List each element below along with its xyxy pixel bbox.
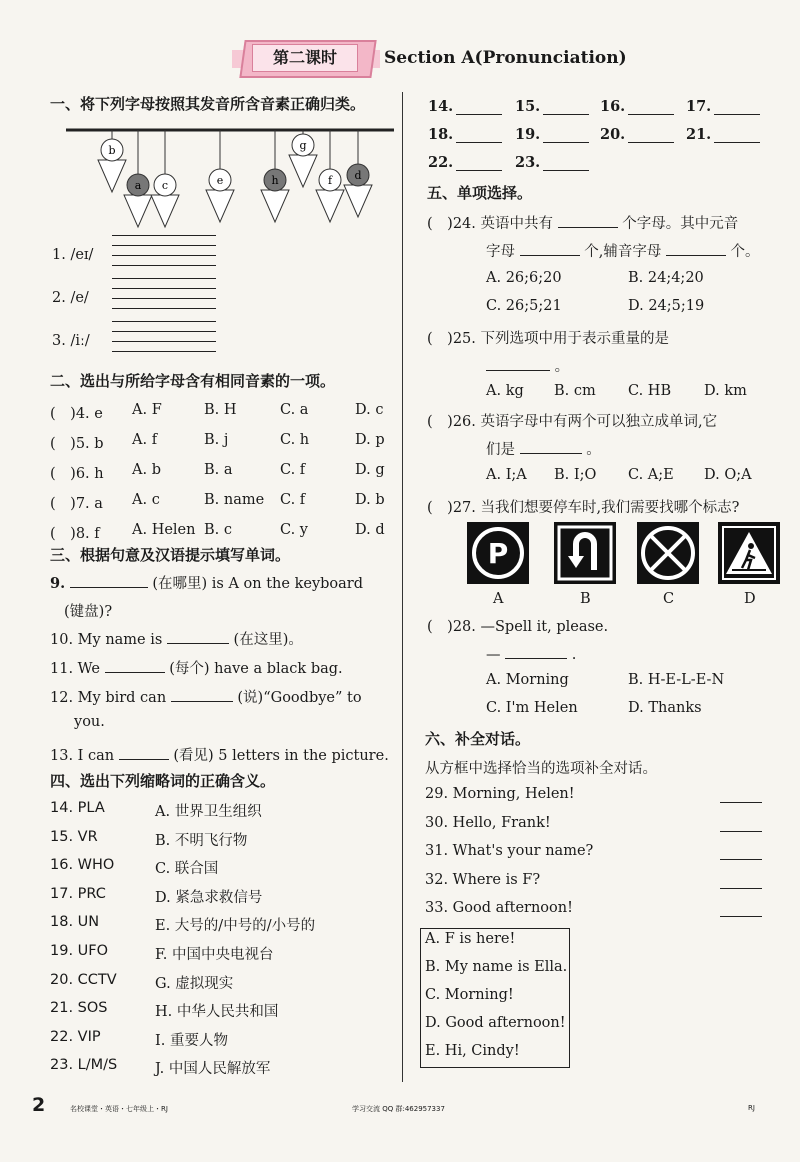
book-info: 名校课堂・英语・七年级上・RJ [70,1105,168,1113]
dialogue-answer-blank[interactable] [720,888,762,889]
abbreviation-answer-blank[interactable] [543,170,589,171]
no-stopping-sign[interactable] [637,522,699,584]
question-12: 12. My bird can (说)“Goodbye” to [50,686,362,707]
sound-item-3: 3. /iː/ [52,333,90,349]
column-divider [402,92,403,1082]
matching-option-c: C. y [280,522,308,538]
answer-blank-9[interactable] [70,573,148,588]
q24-option-d: D. 24;5;19 [628,298,705,314]
matching-question[interactable]: ( )4. e [50,406,103,422]
answer-blank-26[interactable] [520,439,582,454]
dialogue-answer-blank[interactable] [720,831,762,832]
matching-option-a: A. Helen [132,522,196,538]
qq-group: 学习交流 QQ 群:462957337 [352,1105,445,1113]
question-26: ( )26. 英语字母中有两个可以独立成单词,它 [427,414,718,430]
abbreviation-answer-blank[interactable] [714,114,760,115]
ice-cream-cone-e [206,130,234,222]
abbreviation-answer-blank[interactable] [456,170,502,171]
ice-cream-cone-f [316,130,344,222]
abbreviation: 14. PLA [50,800,105,816]
sound-answer-line[interactable] [112,245,216,246]
question-9: 9. (在哪里) is A on the keyboard [50,575,364,592]
ice-cream-cone-c [151,130,179,227]
dialogue-option: B. My name is Ella. [425,959,568,975]
cone-letter: b [108,144,116,157]
dialogue-option: A. F is here! [425,931,516,947]
dialogue-line: 29. Morning, Helen! [425,786,575,802]
part1-title: 一、将下列字母按照其发音所含音素正确归类。 [50,95,366,113]
answer-blank-24c[interactable] [666,241,726,256]
dialogue-line: 33. Good afternoon! [425,900,573,917]
answer-blank-11[interactable] [105,658,165,673]
matching-question[interactable]: ( )8. f [50,526,100,542]
sound-answer-line[interactable] [112,298,216,299]
question-27: ( )27. 当我们想要停车时,我们需要找哪个标志? [427,500,740,516]
abbreviation-meaning: G. 虚拟现实 [155,975,234,992]
abbreviation: 22. VIP [50,1028,101,1045]
abbreviation: 19. UFO [50,943,109,959]
abbreviation-meaning: E. 大号的/中号的/小号的 [155,918,316,935]
ice-cream-cone-d [344,130,372,217]
abbreviation-answer-blank[interactable] [543,142,589,143]
matching-option-b: B. name [204,492,265,508]
question-24-cont: 字母 个,辅音字母 个。 [486,240,760,261]
matching-option-a: A. f [132,432,158,448]
question-24: ( )24. 英语中共有 个字母。其中元音 [427,212,738,233]
answer-blank-24b[interactable] [520,241,580,256]
abbreviation-answer-number: 23. [515,154,541,171]
q25-option-c: C. HB [628,383,672,399]
abbreviation-meaning: F. 中国中央电视台 [155,947,274,963]
question-28-cont: — . [486,644,576,663]
matching-option-d: D. g [355,462,385,478]
matching-option-d: D. c [355,402,384,418]
cone-letter: c [161,179,169,192]
q25-option-d: D. km [704,383,747,399]
answer-blank-12[interactable] [171,687,233,702]
matching-question[interactable]: ( )6. h [50,466,104,482]
cone-letter: g [299,139,307,152]
part3-title: 三、根据句意及汉语提示填写单词。 [50,546,291,564]
answer-blank-28[interactable] [505,644,567,659]
abbreviation-answer-number: 20. [600,126,626,143]
question-28: ( )28. —Spell it, please. [427,619,609,635]
sound-answer-line[interactable] [112,255,216,256]
matching-option-b: B. a [204,462,233,478]
page-number: 2 [32,1094,46,1116]
abbreviation-answer-number: 21. [686,126,712,143]
abbreviation-answer-number: 17. [686,98,712,115]
q28-option-d: D. Thanks [628,700,702,716]
cone-letter: a [134,179,142,192]
abbreviation-meaning: H. 中华人民共和国 [155,1004,279,1021]
q26-option-a: A. I;A [486,467,527,483]
matching-option-a: A. F [132,402,162,418]
ice-cream-cone-a [124,130,152,227]
dialogue-answer-blank[interactable] [720,916,762,917]
pedestrian-crossing-sign[interactable] [718,522,780,584]
dialogue-line: 30. Hello, Frank! [425,814,551,831]
sound-answer-line[interactable] [112,331,216,332]
dialogue-line: 31. What's your name? [425,843,594,860]
abbreviation: 15. VR [50,828,98,845]
cone-letter: e [216,174,224,187]
matching-option-c: C. f [280,492,306,508]
abbreviation-answer-number: 15. [515,98,541,115]
matching-option-b: B. H [204,402,237,418]
sound-answer-line[interactable] [112,351,216,352]
q26-option-d: D. O;A [704,467,752,483]
q25-option-a: A. kg [486,383,524,399]
q24-option-c: C. 26;5;21 [486,298,562,314]
abbreviation: 16. WHO [50,857,115,874]
abbreviation-meaning: B. 不明飞行物 [155,832,248,849]
question-25: ( )25. 下列选项中用于表示重量的是 [427,331,669,347]
abbreviation: 17. PRC [50,885,106,902]
u-turn-sign[interactable] [554,522,616,584]
matching-option-c: C. f [280,462,306,478]
abbreviation-answer-blank[interactable] [628,114,674,115]
ice-cream-cone-b [98,130,126,192]
sound-answer-line[interactable] [112,288,216,289]
abbreviation-answer-blank[interactable] [714,142,760,143]
parking-sign[interactable] [467,522,529,584]
abbreviation-meaning: C. 联合国 [155,861,219,878]
matching-option-c: C. h [280,432,310,448]
abbreviation-answer-blank[interactable] [456,114,502,115]
matching-option-d: D. b [355,492,385,508]
part6-title: 六、补全对话。 [425,730,531,748]
dialogue-option: C. Morning! [425,987,514,1003]
sign-label-a: A [493,591,504,607]
ice-cream-cone-h [261,130,289,222]
abbreviation: 21. SOS [50,1000,108,1017]
abbreviation-answer-blank[interactable] [543,114,589,115]
sound-answer-line[interactable] [112,341,216,342]
sound-answer-line[interactable] [112,321,216,322]
abbreviation-meaning: I. 重要人物 [155,1032,228,1049]
abbreviation-meaning: D. 紧急求救信号 [155,889,263,906]
q24-option-b: B. 24;4;20 [628,270,704,286]
part6-instruction: 从方框中选择恰当的选项补全对话。 [425,761,657,777]
sound-answer-line[interactable] [112,278,216,279]
question-25-cont: 。 [486,355,569,376]
cone-letter: h [271,174,279,187]
sound-item-1: 1. /eɪ/ [52,247,94,263]
question-11: 11. We (每个) have a black bag. [50,657,343,678]
sound-item-2: 2. /e/ [52,290,89,306]
ice-cream-illustration [60,120,400,230]
sound-answer-line[interactable] [112,265,216,266]
abbreviation-answer-number: 14. [428,98,454,115]
q26-option-b: B. I;O [554,467,597,483]
question-9-cont: (键盘)? [64,604,113,620]
abbreviation: 23. L/M/S [50,1057,118,1074]
matching-question[interactable]: ( )7. a [50,496,103,512]
question-12-cont: you. [74,714,105,730]
matching-question[interactable]: ( )5. b [50,436,104,452]
cone-letter: d [354,169,362,182]
abbreviation-answer-blank[interactable] [456,142,502,143]
q28-option-c: C. I'm Helen [486,700,578,716]
answer-blank-10[interactable] [167,629,229,644]
sound-answer-line[interactable] [112,308,216,309]
q25-option-b: B. cm [554,383,596,399]
cone-letter: f [327,174,333,187]
abbreviation: 18. UN [50,914,100,931]
dialogue-answer-blank[interactable] [720,859,762,860]
ice-cream-cone-g [289,130,317,187]
q24-option-a: A. 26;6;20 [486,270,562,286]
abbreviation-answer-blank[interactable] [628,142,674,143]
matching-option-c: C. a [280,402,309,418]
abbreviation-answer-number: 16. [600,98,626,115]
lesson-badge: 第二课时 [252,44,358,72]
dialogue-option: D. Good afternoon! [425,1015,566,1031]
dialogue-line: 32. Where is F? [425,871,541,888]
matching-option-b: B. j [204,432,229,448]
matching-option-d: D. p [355,432,385,448]
abbreviation-meaning: J. 中国人民解放军 [155,1061,271,1078]
sign-label-d: D [744,591,756,607]
question-13: 13. I can (看见) 5 letters in the picture. [50,744,389,765]
matching-option-a: A. b [132,462,161,478]
part4-title: 四、选出下列缩略词的正确含义。 [50,772,276,790]
answer-blank-24a[interactable] [558,213,618,228]
question-10: 10. My name is (在这里)。 [50,628,303,649]
section-title: Section A(Pronunciation) [384,48,627,68]
matching-option-b: B. c [204,522,232,538]
dialogue-answer-blank[interactable] [720,802,762,803]
part5-title: 五、单项选择。 [427,184,533,202]
q28-option-b: B. H-E-L-E-N [628,672,725,688]
part2-title: 二、选出与所给字母含有相同音素的一项。 [50,372,336,390]
q28-option-a: A. Morning [486,672,569,688]
abbreviation-answer-number: 22. [428,154,454,171]
edition-mark: RJ [748,1104,755,1112]
question-26-cont: 们是 。 [486,438,601,459]
sign-label-c: C [663,591,675,607]
abbreviation: 20. CCTV [50,971,117,988]
svg-text:P: P [487,537,509,570]
answer-blank-13[interactable] [119,745,169,760]
abbreviation-answer-number: 18. [428,126,454,143]
abbreviation-answer-number: 19. [515,126,541,143]
matching-option-d: D. d [355,522,385,538]
q26-option-c: C. A;E [628,467,674,483]
abbreviation-meaning: A. 世界卫生组织 [155,804,262,820]
sound-answer-line[interactable] [112,235,216,236]
matching-option-a: A. c [132,492,160,508]
answer-blank-25[interactable] [486,356,550,371]
sign-label-b: B [580,591,591,607]
dialogue-option: E. Hi, Cindy! [425,1043,520,1059]
